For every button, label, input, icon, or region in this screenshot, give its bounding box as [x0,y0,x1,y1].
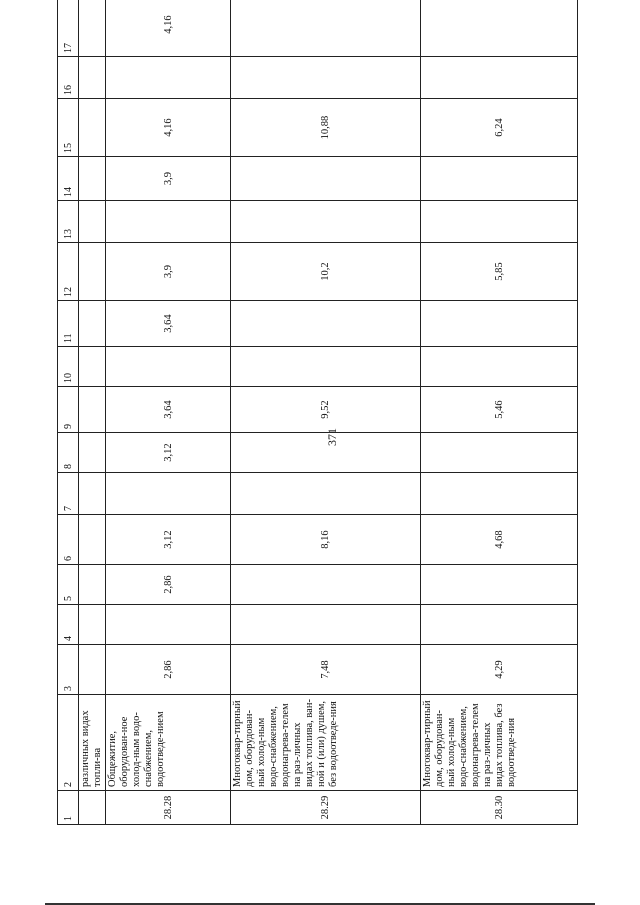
col-header: 16 [58,57,79,99]
col-header: 11 [58,301,79,347]
col-header: 1 [58,791,79,825]
value-cell [231,433,421,473]
value-cell: 4,29 [421,645,578,695]
value-cell [231,201,421,243]
tariff-table-container [57,15,573,825]
value-cell: 9,52 [231,387,421,433]
value-cell: 5,85 [421,243,578,301]
value-cell [421,0,578,57]
table-cell [79,99,106,157]
row-description: Общежитие, оборудован-ное холод-ным водо-снабжением, водоотведе-нием [106,695,231,791]
value-cell: 3,9 [106,243,231,301]
table-row [106,0,231,825]
col-header: 4 [58,605,79,645]
value-cell: 3,12 [106,433,231,473]
col-header: 6 [58,515,79,565]
table-cell [79,243,106,301]
col-header: 17 [58,0,79,57]
table-row [421,0,578,825]
value-cell [106,347,231,387]
table-cell [79,565,106,605]
row-description: Многоквар-тирный дом, оборудован-ный холод-ным водо-снабжением, водонагрева-телем на раз-личных видах топлива, без водоотведе-ния [421,695,578,791]
value-cell: 4,16 [106,0,231,57]
value-cell [231,157,421,201]
table-cell [79,605,106,645]
value-cell [421,57,578,99]
value-cell [231,301,421,347]
value-cell [421,347,578,387]
value-cell: 4,68 [421,515,578,565]
table-cell [79,347,106,387]
col-header: 7 [58,473,79,515]
value-cell [106,473,231,515]
value-cell: 2,86 [106,565,231,605]
value-cell [421,301,578,347]
table-row [231,0,421,825]
col-header: 15 [58,99,79,157]
value-cell [106,201,231,243]
tariff-table [57,0,578,825]
table-cell [79,201,106,243]
value-cell: 10,2 [231,243,421,301]
col-header: 12 [58,243,79,301]
value-cell [421,565,578,605]
rotated-table [57,15,573,825]
value-cell [421,433,578,473]
col-header: 2 [58,695,79,791]
value-cell: 4,16 [106,99,231,157]
row-code: 28.30 [421,791,578,825]
value-cell [231,0,421,57]
col-header: 9 [58,387,79,433]
table-cell [79,645,106,695]
value-cell: 8,16 [231,515,421,565]
table-cell [79,433,106,473]
col-header: 10 [58,347,79,387]
col-header: 13 [58,201,79,243]
value-cell: 7,48 [231,645,421,695]
value-cell: 3,64 [106,387,231,433]
value-cell: 3,9 [106,157,231,201]
value-cell: 6,24 [421,99,578,157]
value-cell: 5,46 [421,387,578,433]
col-header: 5 [58,565,79,605]
value-cell: 2,86 [106,645,231,695]
value-cell [231,57,421,99]
table-cell [79,301,106,347]
value-cell [231,565,421,605]
table-cell [79,0,106,57]
value-cell [106,57,231,99]
row-description: Многоквар-тирный дом, оборудован-ный холод-ным водо-снабжением, водонагрева-телем на раз-личных видах топлива, ван-ной и (или) душем, без водоотведе-ния [231,695,421,791]
value-cell [421,201,578,243]
table-cell [79,387,106,433]
value-cell: 3,12 [106,515,231,565]
col-header: 3 [58,645,79,695]
value-cell [421,473,578,515]
value-cell [106,605,231,645]
continuation-text: различных видах топли-ва [79,695,106,791]
value-cell [231,473,421,515]
table-cell [79,157,106,201]
value-cell: 3,64 [106,301,231,347]
col-header: 14 [58,157,79,201]
table-cell [79,473,106,515]
table-cell [79,515,106,565]
header-row [58,0,79,825]
value-cell: 10,88 [231,99,421,157]
table-cell [79,791,106,825]
continuation-row [79,0,106,825]
value-cell [231,347,421,387]
row-code: 28.29 [231,791,421,825]
page-number: 371 [325,428,339,446]
row-code: 28.28 [106,791,231,825]
table-cell [79,57,106,99]
value-cell [421,157,578,201]
value-cell [231,605,421,645]
col-header: 8 [58,433,79,473]
value-cell [421,605,578,645]
